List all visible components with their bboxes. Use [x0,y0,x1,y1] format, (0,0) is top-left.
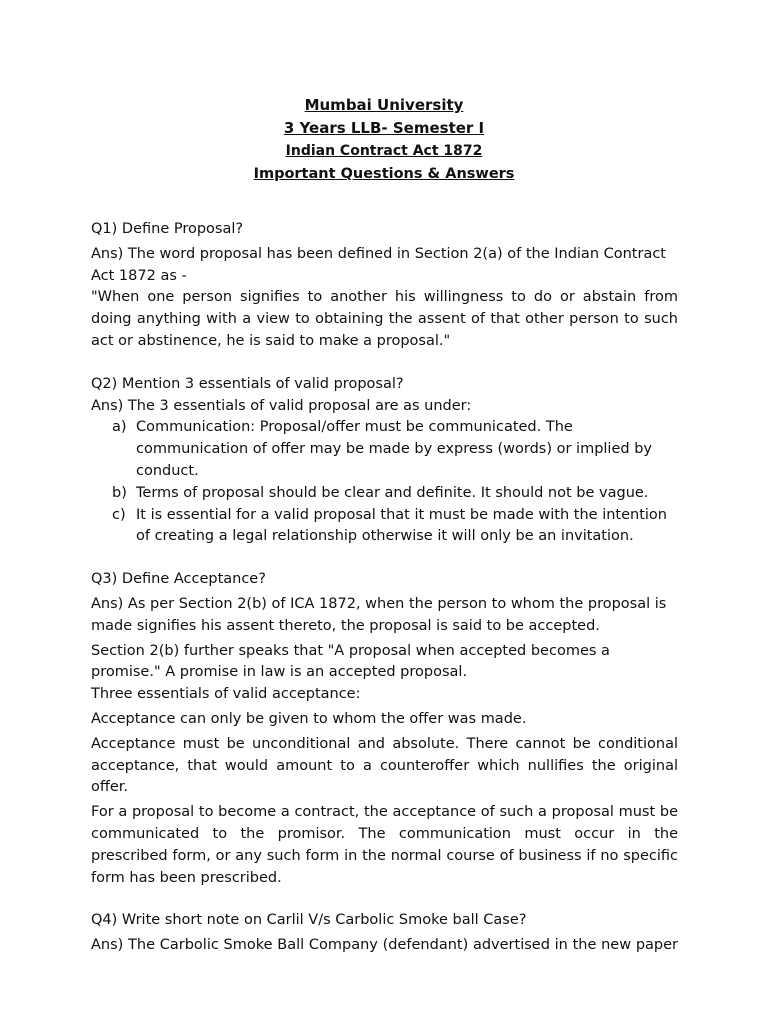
q3-answer-paragraph: For a proposal to become a contract, the acceptance of such a proposal must be communicated to the promisor. The communication must occur in the prescribed form, or any such form in the normal course of business if no specific form has been prescribed. [91,804,678,886]
q3-answer-paragraph: Acceptance must be unconditional and absolute. There cannot be conditional acceptance, that would amount to a counteroffer which nullifies the original offer. [91,735,678,796]
q3-question: Q3) Define Acceptance? [91,571,266,588]
q2-question: Q2) Mention 3 essentials of valid proposal? [91,375,404,392]
q3-answer-paragraph: Acceptance can only be given to whom the offer was made. [91,710,527,727]
list-item-text: Communication: Proposal/offer must be communicated. The communication of offer may be made by express (words) or implied by conduct. [136,419,652,479]
q1-answer: Ans) The word proposal has been defined in Section 2(a) of the Indian Contract Act 1872 as - [91,245,666,284]
q3-answer-paragraph: Ans) As per Section 2(b) of ICA 1872, when the person to whom the proposal is made signifies his assent thereto, the proposal is said to be accepted. [91,595,667,634]
course-title: 3 Years LLB- Semester I [283,119,485,137]
subject-title: Indian Contract Act 1872 [285,143,483,159]
list-item-text: It is essential for a valid proposal that it must be made with the intention of creating a legal relationship otherwise it will only be an invitation. [136,506,667,545]
q4-answer: Ans) The Carbolic Smoke Ball Company (defendant) advertised in the new paper [91,937,678,954]
list-item [91,505,678,549]
q2-answer: Ans) The 3 essentials of valid proposal are as under: [91,397,472,414]
q4-question: Q4) Write short note on Carlil V/s Carbolic Smoke ball Case? [91,912,527,929]
list-marker: b) [112,484,127,501]
university-title: Mumbai University [304,96,464,114]
document-header [0,94,768,186]
document-title: Important Questions & Answers [253,166,515,182]
list-item [91,483,678,505]
q2-essentials-list [91,417,678,548]
q1-question: Q1) Define Proposal? [91,221,244,237]
q1-definition-quote: "When one person signifies to another his willingness to do or abstain from doing anything with a view to obtaining the assent of that other person to such act or abstinence, he is said to make a proposal." [91,289,678,349]
q3-answer-paragraph: Section 2(b) further speaks that "A proposal when accepted becomes a promise." A promise in law is an accepted proposal. [91,642,610,681]
q3-answer-paragraph: Three essentials of valid acceptance: [91,686,361,703]
list-marker: c) [112,506,126,523]
list-marker: a) [112,419,127,436]
document-body [91,219,678,957]
list-item-text: Terms of proposal should be clear and definite. It should not be vague. [136,484,649,501]
list-item [91,417,678,482]
